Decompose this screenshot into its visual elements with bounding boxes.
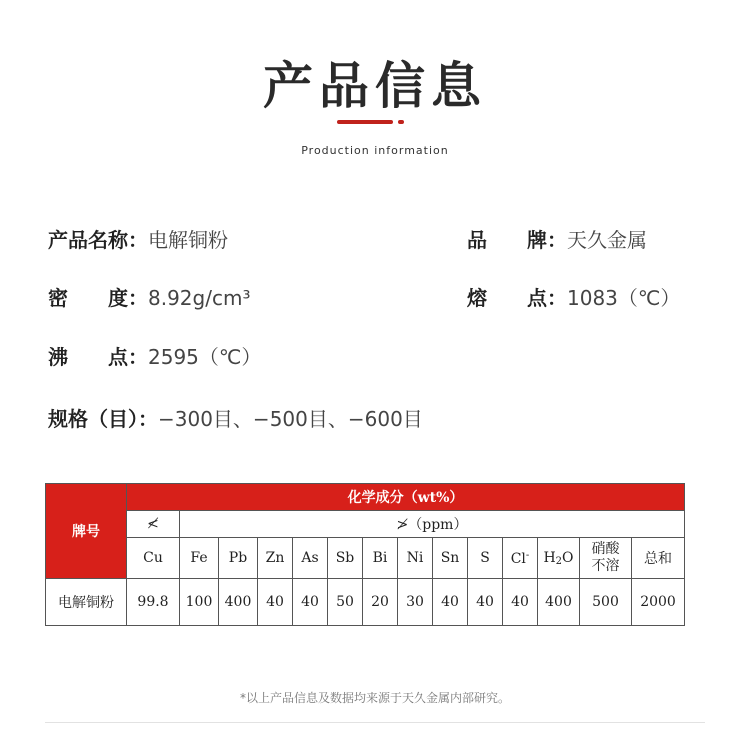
info-brand xyxy=(467,224,647,253)
title-underline-dot xyxy=(398,120,404,124)
composition-title: 化学成分（wt%） xyxy=(127,484,685,511)
info-mesh-value: −300目、−500目、−600目 xyxy=(158,407,423,431)
info-melting-label: 熔 点： xyxy=(467,286,567,310)
table-row xyxy=(46,579,685,626)
table-cell: 40 xyxy=(468,579,503,626)
insoluble-line1: 硝酸 xyxy=(591,541,620,557)
info-boiling xyxy=(48,341,261,370)
table-cell: 500 xyxy=(580,579,632,626)
element-header: Fe xyxy=(180,538,219,579)
info-melting-value: 1083（℃） xyxy=(567,286,681,310)
brand-header: 牌号 xyxy=(46,484,127,579)
table-cell: 400 xyxy=(219,579,258,626)
title-underline xyxy=(337,120,393,124)
element-header: S xyxy=(468,538,503,579)
page-subtitle: Production information xyxy=(301,144,449,157)
composition-table xyxy=(45,483,685,626)
info-mesh xyxy=(48,403,423,432)
element-header-cl xyxy=(503,538,538,579)
table-cell: 99.8 xyxy=(127,579,180,626)
table-cell: 400 xyxy=(538,579,580,626)
h2o-h: H xyxy=(543,549,556,566)
info-name-label: 产品名称： xyxy=(48,228,148,252)
element-header: Pb xyxy=(219,538,258,579)
info-density-label: 密 度： xyxy=(48,286,148,310)
element-header-h2o xyxy=(538,538,580,579)
info-brand-value: 天久金属 xyxy=(567,228,647,252)
cl-superscript: - xyxy=(525,549,530,561)
element-header: Cu xyxy=(127,538,180,579)
element-header: As xyxy=(293,538,328,579)
min-header: ≮ xyxy=(127,511,180,538)
footnote: *以上产品信息及数据均来源于天久金属内部研究。 xyxy=(239,691,510,705)
info-name xyxy=(48,224,228,253)
page-title: 产品信息 xyxy=(263,57,487,115)
element-header: Ni xyxy=(398,538,433,579)
table-cell: 50 xyxy=(328,579,363,626)
info-mesh-label: 规格（目）： xyxy=(48,407,158,431)
table-cell: 40 xyxy=(258,579,293,626)
element-header: Sb xyxy=(328,538,363,579)
total-header: 总和 xyxy=(632,538,685,579)
insoluble-line2: 不溶 xyxy=(591,558,620,574)
table-cell: 20 xyxy=(363,579,398,626)
info-brand-label: 品 牌： xyxy=(467,228,567,252)
h2o-o: O xyxy=(562,549,574,566)
max-header: ≯（ppm） xyxy=(180,511,685,538)
table-cell: 30 xyxy=(398,579,433,626)
info-density-value: 8.92g/cm³ xyxy=(148,286,251,310)
info-density xyxy=(48,282,250,311)
insoluble-header xyxy=(580,538,632,579)
table-cell: 2000 xyxy=(632,579,685,626)
info-boiling-label: 沸 点： xyxy=(48,345,148,369)
info-name-value: 电解铜粉 xyxy=(148,228,228,252)
info-boiling-value: 2595（℃） xyxy=(148,345,262,369)
table-cell: 40 xyxy=(433,579,468,626)
info-melting xyxy=(467,282,680,311)
table-cell: 100 xyxy=(180,579,219,626)
element-header: Sn xyxy=(433,538,468,579)
table-cell: 40 xyxy=(293,579,328,626)
cl-base: Cl xyxy=(510,550,526,567)
element-header: Bi xyxy=(363,538,398,579)
table-cell: 40 xyxy=(503,579,538,626)
row-name: 电解铜粉 xyxy=(46,579,127,626)
element-header: Zn xyxy=(258,538,293,579)
h2o-subscript: 2 xyxy=(555,555,563,567)
footer-divider xyxy=(45,722,705,723)
